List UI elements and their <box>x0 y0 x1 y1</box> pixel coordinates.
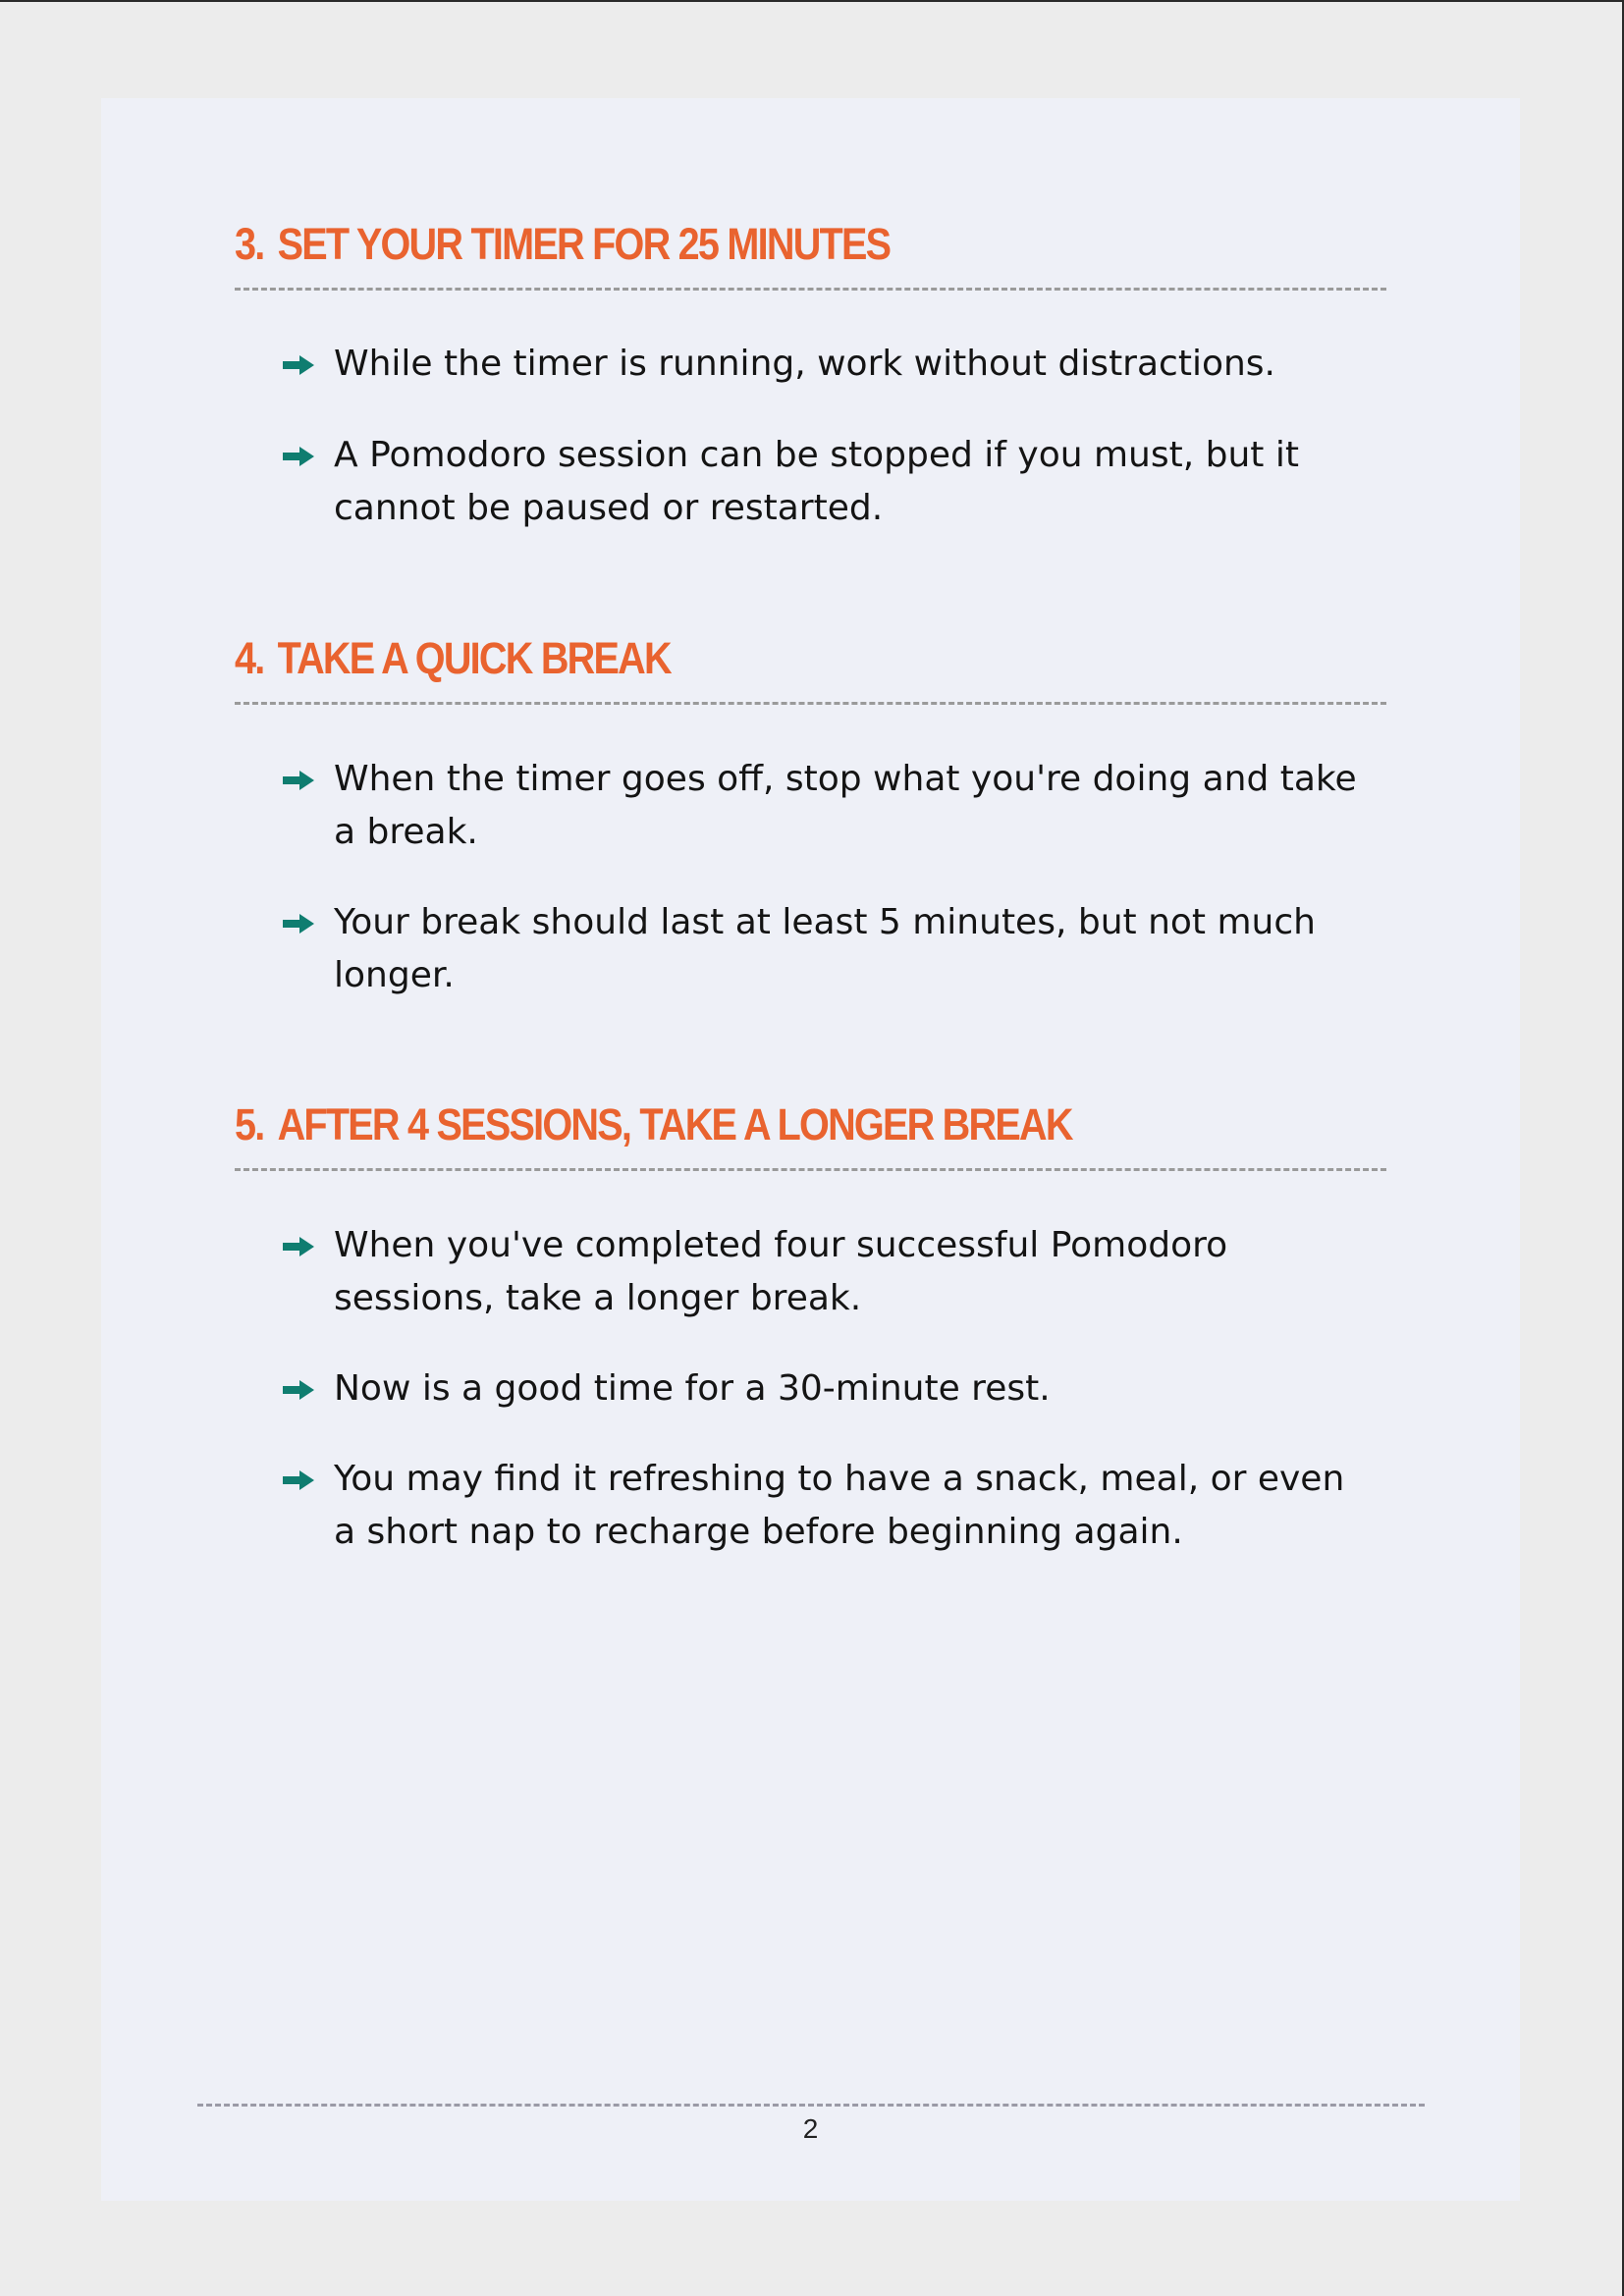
section-divider <box>235 702 1386 705</box>
bullet-item <box>235 753 1386 859</box>
section-title: TAKE A QUICK BREAK <box>277 633 671 683</box>
right-arrow-icon <box>283 771 314 790</box>
section-number: 3. <box>235 219 264 269</box>
section-4 <box>235 618 1386 995</box>
bullet-item <box>235 1362 1386 1415</box>
bullet-list <box>235 1219 1386 1596</box>
frame-edge-top <box>0 0 1624 2</box>
right-arrow-icon <box>283 1237 314 1256</box>
bullet-text: A Pomodoro session can be stopped if you must, but it cannot be paused or restarted. <box>334 435 1299 528</box>
section-header <box>235 618 1386 705</box>
section-heading <box>235 1098 1072 1151</box>
section-header <box>235 1085 1386 1171</box>
section-heading <box>235 218 890 271</box>
bullet-list <box>235 338 1386 572</box>
footer-divider <box>197 2104 1425 2107</box>
section-heading <box>235 632 671 685</box>
bullet-text: Now is a good time for a 30-minute rest. <box>334 1368 1051 1409</box>
bullet-text: When you've completed four successful Pomodoro sessions, take a longer break. <box>334 1225 1228 1318</box>
section-5 <box>235 1085 1386 1552</box>
right-arrow-icon <box>283 355 314 375</box>
section-divider <box>235 288 1386 291</box>
section-number: 5. <box>235 1099 264 1149</box>
document-page <box>101 98 1520 2201</box>
right-arrow-icon <box>283 914 314 934</box>
section-header <box>235 204 1386 291</box>
page-number: 2 <box>802 2113 819 2144</box>
section-divider <box>235 1168 1386 1171</box>
bullet-text: While the timer is running, work without distractions. <box>334 344 1275 384</box>
bullet-item <box>235 429 1386 535</box>
bullet-text: You may find it refreshing to have a snack, meal, or even a short nap to recharge before beginning again. <box>334 1459 1345 1552</box>
bullet-text: When the timer goes off, stop what you're doing and take a break. <box>334 759 1357 852</box>
section-title: AFTER 4 SESSIONS, TAKE A LONGER BREAK <box>277 1099 1072 1149</box>
bullet-item <box>235 896 1386 1002</box>
bullet-item <box>235 1219 1386 1325</box>
bullet-list <box>235 753 1386 1040</box>
bullet-item <box>235 1453 1386 1559</box>
section-number: 4. <box>235 633 264 683</box>
right-arrow-icon <box>283 1380 314 1400</box>
section-title: SET YOUR TIMER FOR 25 MINUTES <box>277 219 891 269</box>
right-arrow-icon <box>283 447 314 466</box>
bullet-item <box>235 338 1386 391</box>
bullet-text: Your break should last at least 5 minutes, but not much longer. <box>334 902 1316 995</box>
section-3 <box>235 204 1386 528</box>
right-arrow-icon <box>283 1470 314 1490</box>
